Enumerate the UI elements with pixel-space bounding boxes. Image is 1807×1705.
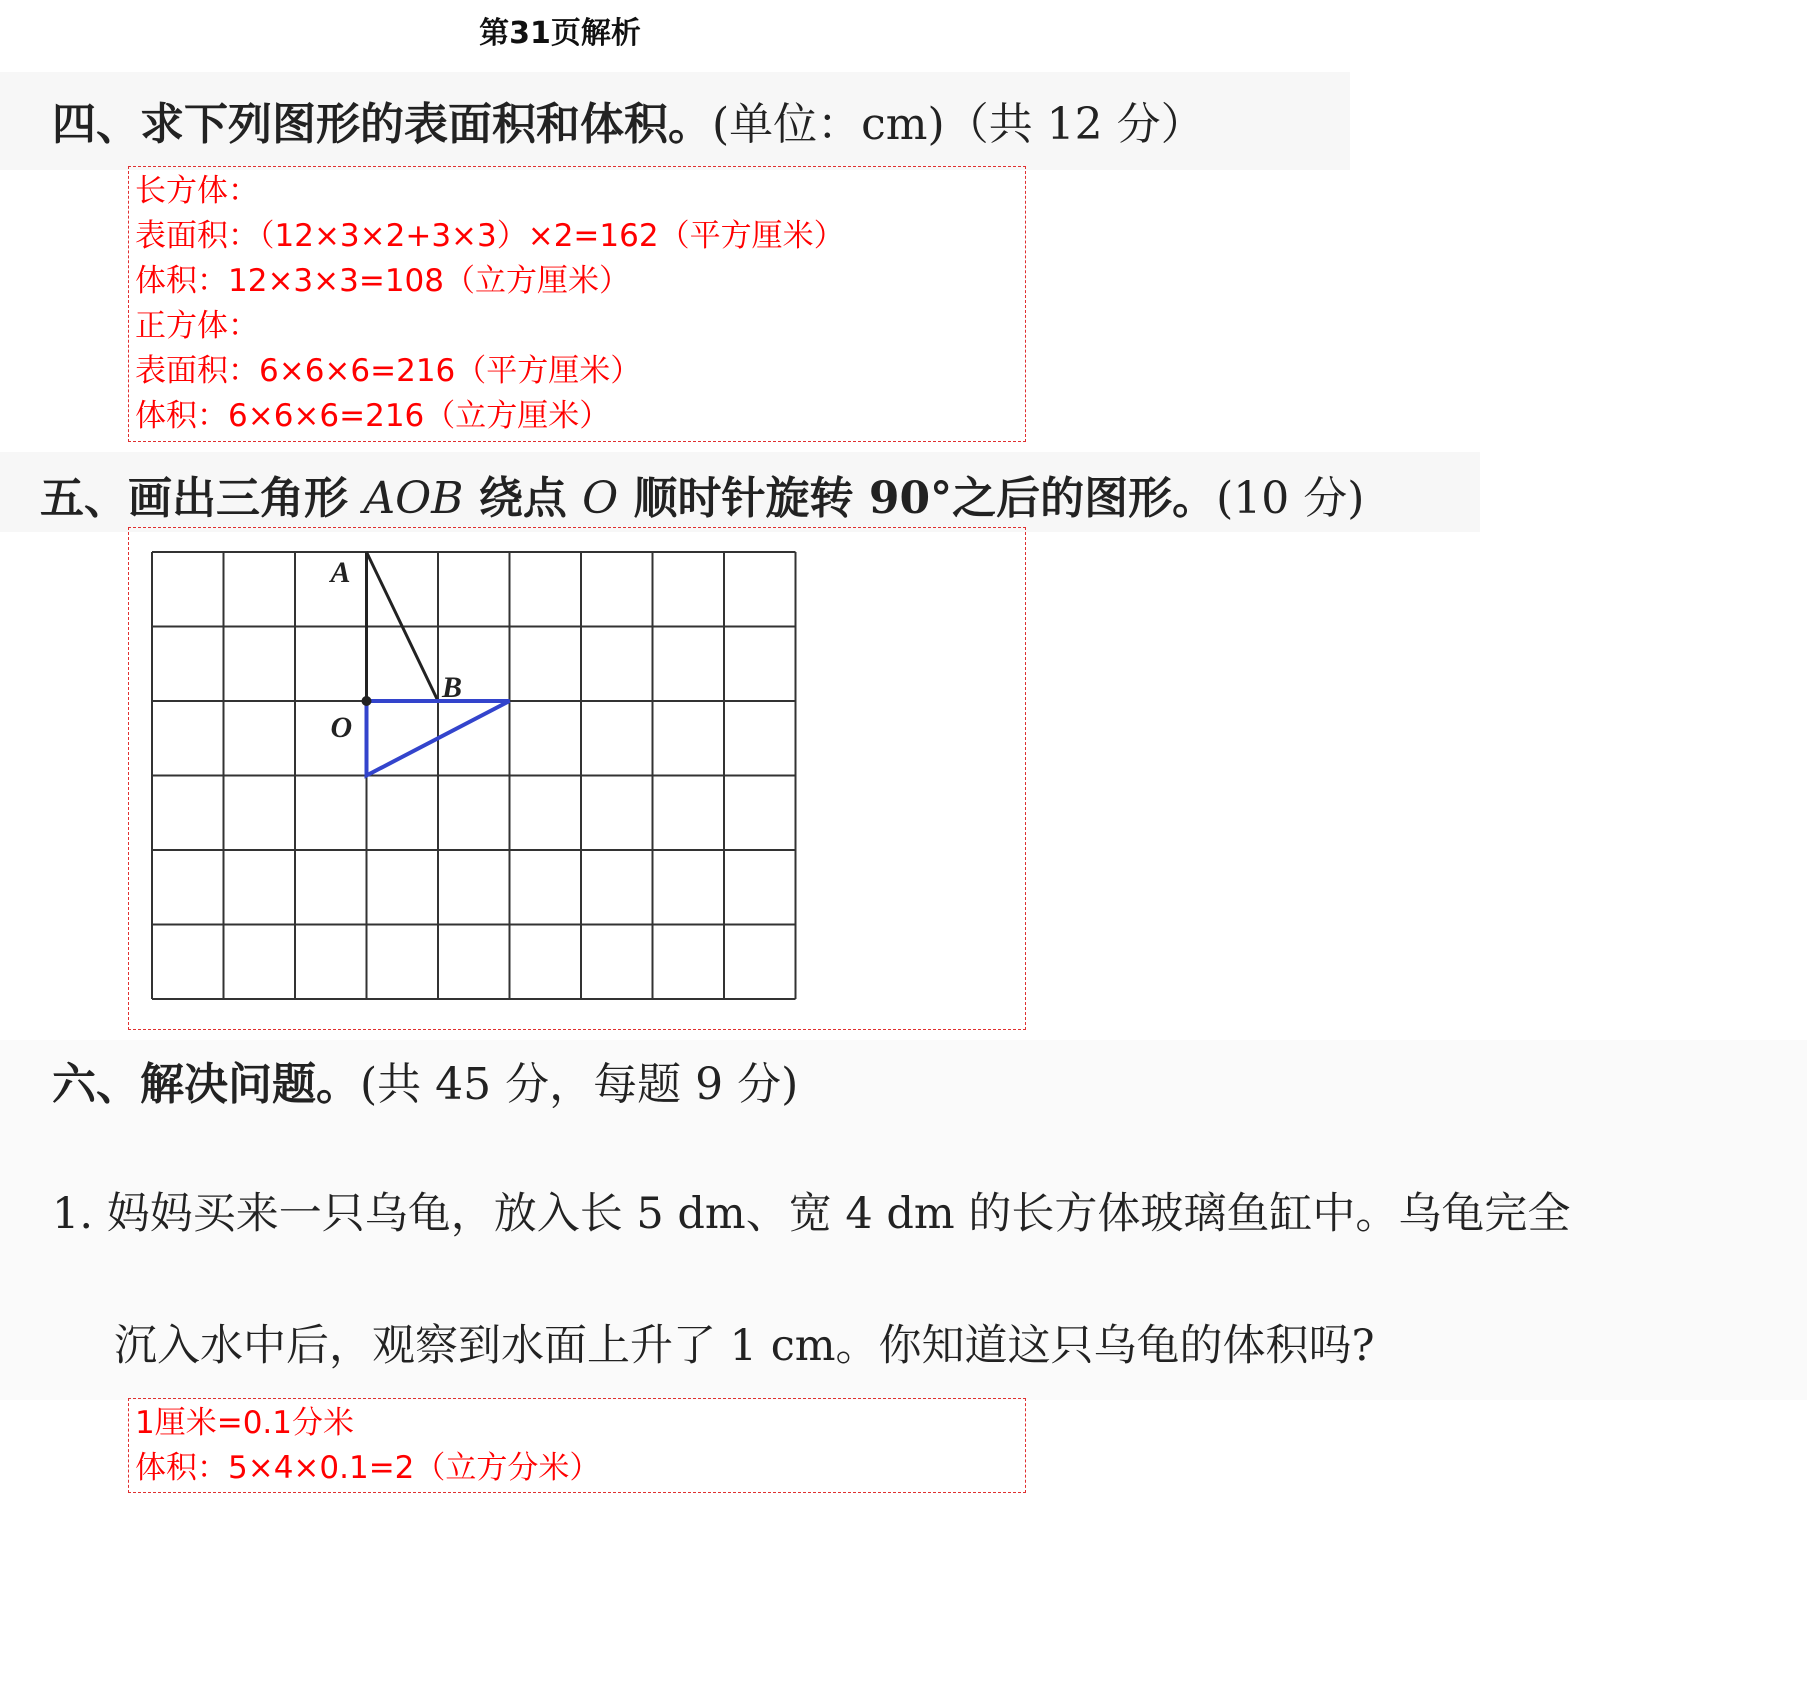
label-o: O [330, 711, 353, 744]
answer-line: 表面积：（12×3×2+3×3）×2=162（平方厘米） [135, 218, 845, 254]
section-5-var-o: O [582, 473, 619, 524]
page-title: 第31页解析 [479, 16, 641, 51]
section-5-heading-pre: 五、画出三角形 [40, 473, 364, 524]
problem-1-line-2: 沉入水中后，观察到水面上升了 1 cm。你知道这只乌龟的体积吗? [114, 1321, 1375, 1371]
section-5-heading-mid: 绕点 [463, 473, 583, 524]
section-5-heading [40, 462, 1364, 526]
section-6-heading-main: 六、解决问题。 [52, 1059, 360, 1110]
rotation-grid-figure [150, 548, 810, 1008]
answer-line: 长方体： [135, 173, 259, 209]
answer-line: 体积：5×4×0.1=2（立方分米） [135, 1450, 601, 1486]
answer-line: 正方体： [135, 308, 259, 344]
section-5-heading-tail: (10 分) [1216, 473, 1365, 524]
grid-lines [152, 552, 796, 999]
label-b: B [442, 671, 463, 704]
section-6-heading-tail: (共 45 分，每题 9 分) [360, 1059, 799, 1110]
section-6-answer-box [128, 1398, 1026, 1493]
label-a: A [330, 556, 351, 589]
section-4-heading-tail: (单位：cm)（共 12 分） [712, 99, 1205, 150]
section-4-heading-main: 四、求下列图形的表面积和体积。 [52, 99, 712, 150]
answer-line: 表面积：6×6×6=216（平方厘米） [135, 353, 642, 389]
problem-1-line-1: 1. 妈妈买来一只乌龟，放入长 5 dm、宽 4 dm 的长方体玻璃鱼缸中。乌龟完全 [52, 1189, 1571, 1239]
answer-line: 体积：6×6×6=216（立方厘米） [135, 398, 611, 434]
answer-line: 体积：12×3×3=108（立方厘米） [135, 263, 630, 299]
point-o [362, 696, 372, 706]
section-6-heading [52, 1048, 798, 1112]
section-4-answer-box [128, 166, 1026, 442]
answer-line: 1厘米=0.1分米 [135, 1405, 354, 1441]
section-5-heading-post: 顺时针旋转 90°之后的图形。 [618, 473, 1217, 524]
section-4-heading [52, 88, 1205, 152]
section-5-var-aob: AOB [363, 473, 464, 524]
